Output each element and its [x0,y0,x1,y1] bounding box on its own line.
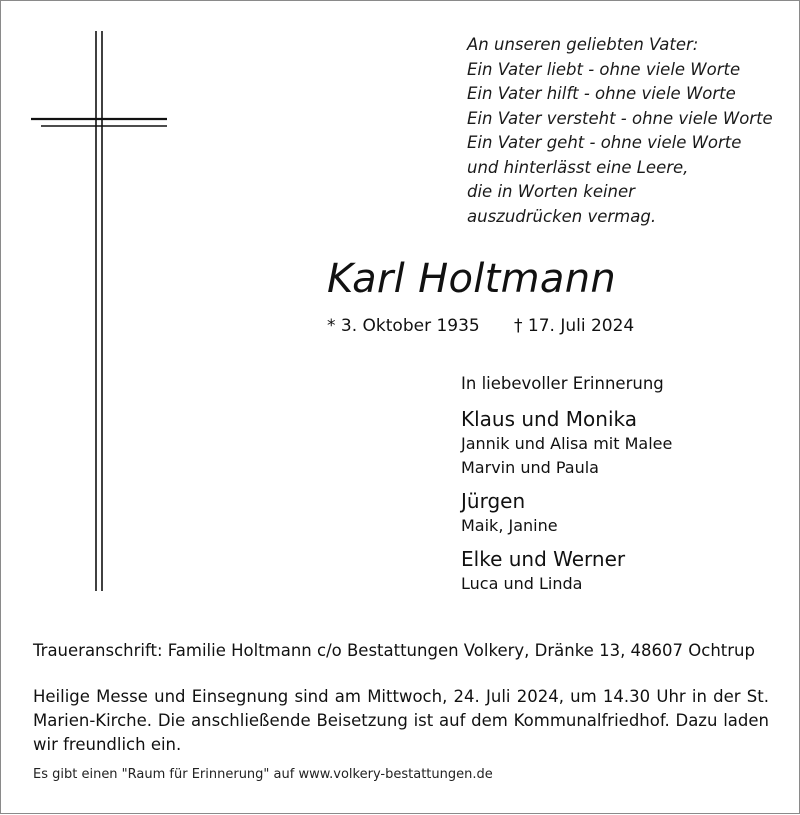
poem-line: Ein Vater geht - ohne viele Worte [467,133,742,152]
poem [467,33,773,229]
poem-line: An unseren geliebten Vater: [467,35,699,54]
mourner-group-member: Maik, Janine [461,516,558,535]
mourner-group-member: Jannik und Alisa mit Malee [461,434,673,453]
mourner-group-member: Luca und Linda [461,574,583,593]
memorial-website-note: Es gibt einen "Raum für Erinnerung" auf www.volkery-bestattungen.de [33,767,493,782]
mourners-intro: In liebevoller Erinnerung [461,374,664,393]
mourner-group-head: Elke und Werner [461,547,626,571]
poem-line: und hinterlässt eine Leere, [467,157,689,177]
service-details: Heilige Messe und Einsegnung sind am Mittwoch, 24. Juli 2024, um 14.30 Uhr in der St. Marien-Kirche. Die anschließende Beisetzung ist auf dem Kommunalfriedhof. Dazu laden wir freundlich ein. [33,687,769,754]
mourner-group [461,488,791,538]
poem-line: auszudrücken vermag. [467,206,657,226]
mourner-group [461,546,791,596]
mourner-group-head: Klaus und Monika [461,407,637,431]
poem-line: Ein Vater hilft - ohne viele Worte [467,84,736,103]
mourner-group-head: Jürgen [461,489,526,513]
birth-date: * 3. Oktober 1935 [327,316,480,336]
mourners-list [461,374,791,604]
mourner-group-member: Marvin und Paula [461,458,599,477]
deceased-name: Karl Holtmann [327,256,617,302]
mourning-address: Traueranschrift: Familie Holtmann c/o Bestattungen Volkery, Dränke 13, 48607 Ochtrup [33,641,755,660]
mourner-group [461,406,791,480]
death-date: † 17. Juli 2024 [514,316,635,336]
poem-line: Ein Vater versteht - ohne viele Worte [467,108,773,128]
poem-line: die in Worten keiner [467,182,635,201]
poem-line: Ein Vater liebt - ohne viele Worte [467,59,741,79]
